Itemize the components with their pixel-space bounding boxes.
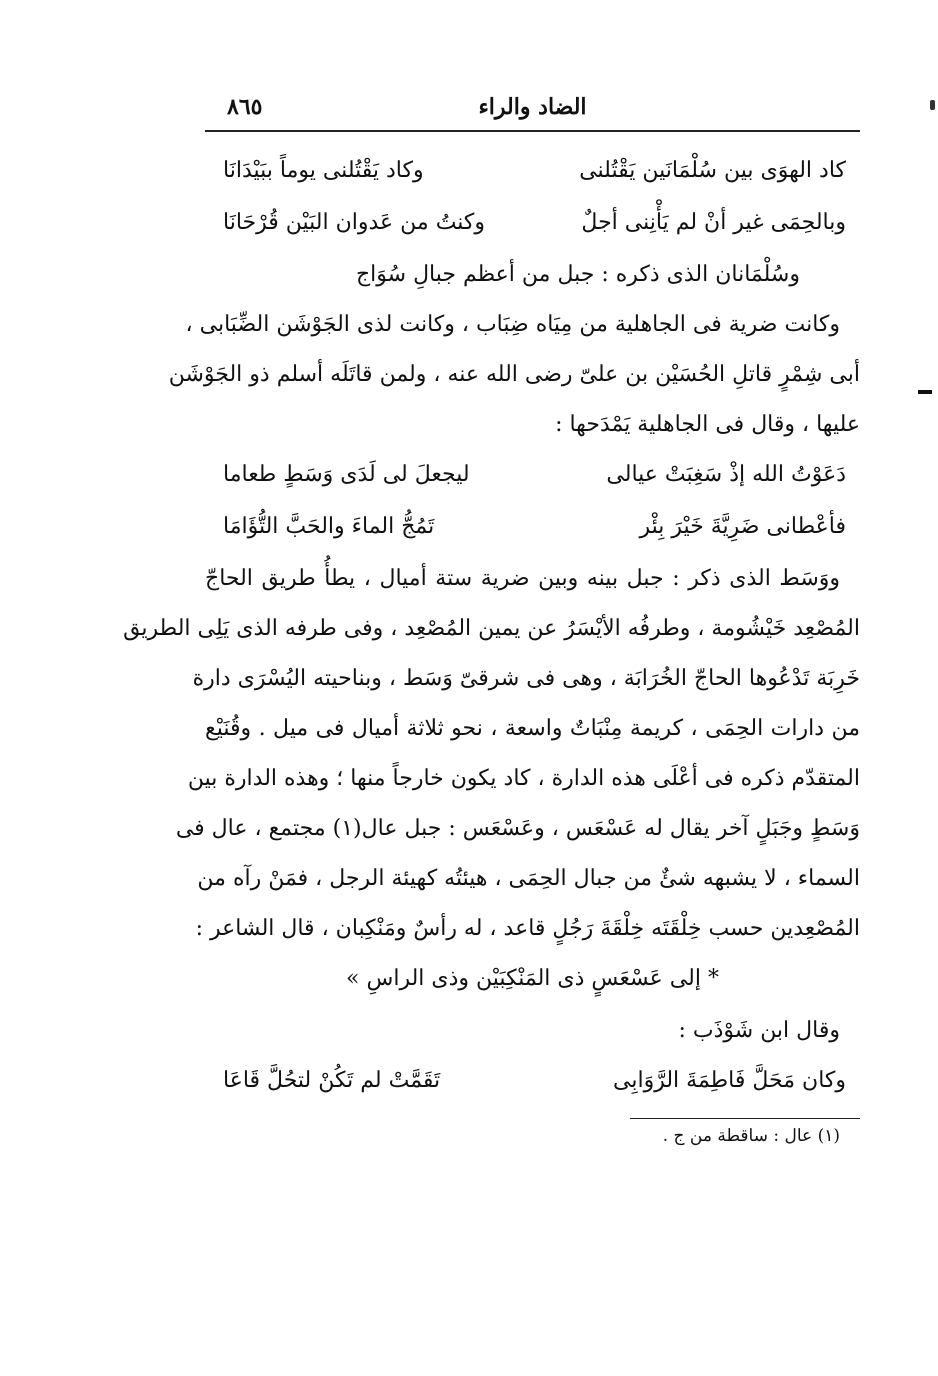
paragraph-line: السماء ، لا يشبهه شئٌ من جبال الحِمَى ، هيئتُه كهيئة الرجل ، فمَنْ رآه من [197, 866, 860, 891]
verse-right-hemistich: وبالحِمَى غير أنْ لم يَأْنِنى أجلٌ [581, 210, 846, 235]
verse-right-hemistich: كاد الهوَى بين سُلْمَانَين يَقْتُلنى [579, 158, 846, 183]
paragraph-line: خَرِبَة تَدْعُوها الحاجّ الخُرَابَة ، وهى فى شرقىّ وَسَط ، وبناحيته اليُسْرَى دارة [192, 666, 860, 691]
paragraph-line: من دارات الحِمَى ، كريمة مِنْبَاتٌ واسعة ، نحو ثلاثة أميال فى ميل . وقُنَيْع [205, 716, 860, 741]
paragraph [123, 554, 860, 954]
verse-line [205, 198, 860, 250]
text-line: وقال ابن شَوْذَب : [678, 1018, 840, 1043]
verse-left-hemistich: تَمُجُّ الماءَ والحَبَّ التُّؤَامَا [223, 514, 435, 539]
page-header [205, 80, 860, 132]
paragraph-line: وَسَطٍ وجَبَلٍ آخر يقال له عَسْعَس ، وعَسْعَس : جبل عال(١) مجتمع ، عال فى [175, 816, 860, 841]
verse-line [205, 502, 860, 554]
running-title: الضاد والراء [478, 94, 587, 120]
paragraph-line: وكانت ضرية فى الجاهلية من مِيَاه ضِبَاب ، وكانت لذى الجَوْشَن الضِّبَابى ، [185, 312, 840, 337]
text-line: وسُلْمَانان الذى ذكره : جبل من أعظم جبالِ سُوَاج [355, 262, 800, 287]
paragraph [168, 300, 860, 450]
margin-mark [930, 100, 935, 110]
verse-left-hemistich: ليجعلَ لى لَدَى وَسَطٍ طعاما [223, 462, 470, 487]
paragraph-line: أبى شِمْرٍ قاتلِ الحُسَيْن بن علىّ رضى الله عنه ، ولمن قاتَلَه أسلم ذو الجَوْشَن [168, 362, 860, 387]
single-hemistich: * إلى عَسْعَسٍ ذى المَنْكِبَيْن وذى الراسِ » [346, 966, 719, 991]
verse-right-hemistich: وكان مَحَلَّ فَاطِمَةَ الرَّوَابِى [613, 1068, 846, 1093]
verse-left-hemistich: وكنتُ من عَدوان البَيْن قُرْحَانَا [223, 210, 486, 235]
paragraph-line: عليها ، وقال فى الجاهلية يَمْدَحها : [555, 412, 860, 437]
paragraph-line: المتقدّم ذكره فى أعْلَى هذه الدارة ، كاد يكون خارجاً منها ؛ وهذه الدارة بين [187, 766, 860, 791]
book-page [123, 80, 860, 1153]
verse-left-hemistich: وكاد يَقْتُلنى يوماً ببَيْدَانَا [223, 158, 424, 183]
verse-left-hemistich: تَقَمَّتْ لم تَكُنْ لتحُلَّ قَاعَا [223, 1068, 441, 1093]
paragraph-line: ووَسَط الذى ذكر : جبل بينه وبين ضرية ستة أميال ، يطأُ طريق الحاجّ [205, 566, 840, 591]
verse-right-hemistich: فأعْطانى ضَرِيَّةَ خَيْرَ بِئْر [639, 514, 846, 539]
verse-line [205, 450, 860, 502]
page-number: ٨٦٥ [227, 94, 263, 120]
page-body [123, 146, 860, 1108]
margin-mark [918, 390, 932, 394]
verse-right-hemistich: دَعَوْتُ الله إذْ سَغِبَتْ عيالى [606, 462, 846, 487]
paragraph-line: المُصْعِد خَيْشُومة ، وطرفُه الأيْسَرُ عن يمين المُصْعِد ، وفى طرفه الذى يَلِى الطريق [123, 616, 860, 641]
paragraph-line: المُصْعِدين حسب خِلْقَتَه خِلْقَةَ رَجُلٍ قاعد ، له رأسٌ ومَنْكِبان ، قال الشاعر : [195, 916, 860, 941]
verse-line [205, 1056, 860, 1108]
footnote: (١) عال : ساقطة من ج . [662, 1126, 840, 1146]
verse-line [205, 146, 860, 198]
